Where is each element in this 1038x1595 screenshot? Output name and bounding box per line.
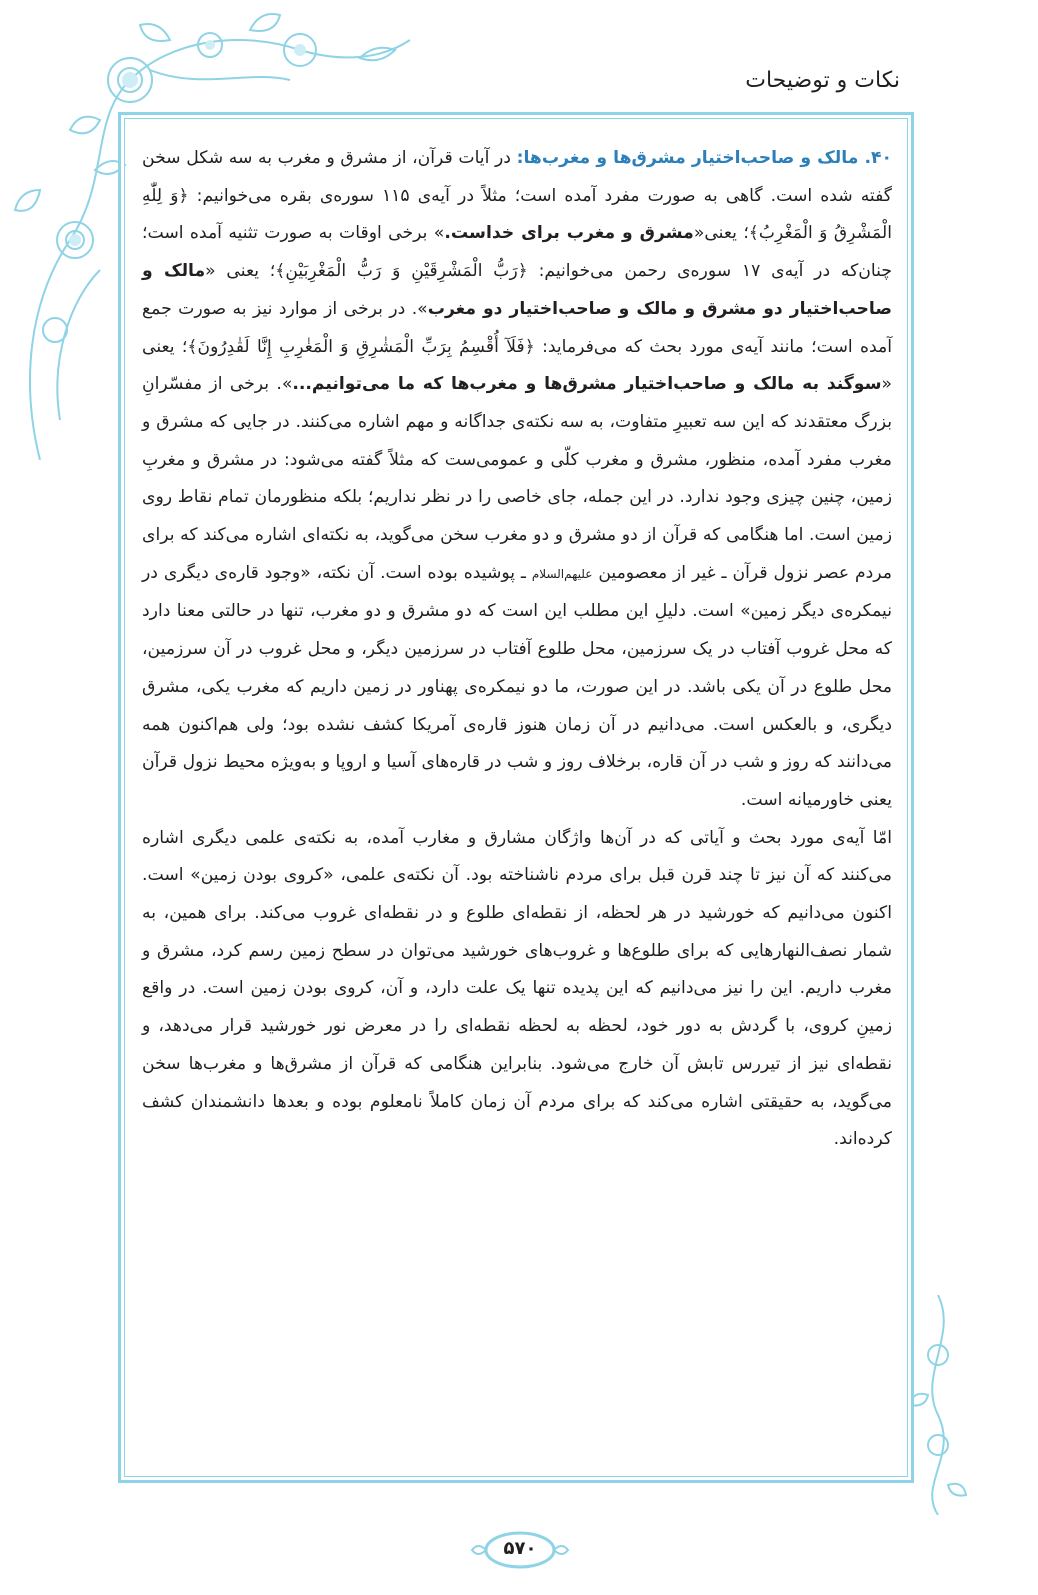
translation-bold: مالک و صاحب‌اختیار دو مشرق و مالک و صاحب‌اختیار دو مغرب (142, 261, 892, 319)
text-run: ». در برخی از موارد نیز به صورت جمع آمده است؛ مانند آیه‌ی مورد بحث که می‌فرماید: (142, 298, 893, 357)
page-number: ۵۷۰ (503, 1538, 537, 1559)
paragraph-2: امّا آیه‌ی مورد بحث و آیاتی که در آن‌ها واژگان مشارق و مغارب آمده، به نکته‌ی علمی دیگری اشاره می‌کنند که آن نیز تا چند قرن قبل برای مردم ناشناخته بود. آن نکته‌ی علمی، «کروی بودن زمین» است. اکنون می‌دانیم که خورشید در هر لحظه، از نقطه‌ای طلوع و در نقطه‌ای غروب می‌کند. برای همین، به شمار نصف‌النهارهایی که برای طلوع‌ها و غروب‌های خورشید می‌توان در سطح زمین رسم کرد، مشرق و مغرب داریم. این را نیز می‌دانیم که این پدیده تنها یک علت دارد، و آن، کروی بودن زمین است. در واقع زمینِ کروی، با گردش به دور خود، لحظه به لحظه نقطه‌ای را در معرض نور خورشید قرار می‌دهد، و نقطه‌ای نیز از تیررس تابش آن خارج می‌شود. بنابراین هنگامی که قرآن از مشرق‌ها و مغرب‌ها سخن می‌گوید، به حقیقتی اشاره می‌کند که برای مردم آن زمان کاملاً نامعلوم بوده و بعدها دانشمندان کشف کرده‌اند. (142, 827, 892, 1150)
text-run: ؛ یعنی« (693, 223, 749, 244)
running-title: نکات و توضیحات (745, 68, 900, 93)
text-run: ». برخی از مفسّرانِ بزرگ معتقدند که این سه تعبیرِ متفاوت، به سه نکته‌ی جداگانه و مهم اشاره می‌کنند. در جایی که مشرق و مغرب مفرد آمده، منظور، مشرق و مغرب کلّی و عمومی‌ست که مثلاً گفته می‌شود: در مشرق و مغربِ زمین، چنین چیزی وجود ندارد. در این جمله، جای خاصی را در نظر نداریم؛ بلکه منظورمان تمام نقاط روی زمین است. اما هنگامی که قرآن از دو مشرق و دو مغرب سخن می‌گوید، به نکته‌ای اشاره می‌کند که برای مردم عصر نزول قرآن ـ غیر از معصومین (142, 374, 892, 583)
floral-ornament-bottom-right (908, 1295, 968, 1515)
text-run: در آیات قرآن، از مشرق و مغرب به سه شکل سخن گفته شده است. گاهی به صورت مفرد آمده است؛ مثلاً در آیه‌ی ۱۱۵ سوره‌ی بقره می‌خوانیم: (142, 148, 892, 206)
quran-verse: ﴿فَلَآ أُقْسِمُ بِرَبِّ الْمَشٰرِقِ وَ الْمَغٰرِبِ إِنَّا لَقٰدِرُونَ﴾ (187, 336, 535, 357)
paragraph-1 (142, 140, 892, 820)
text-run: ؛ یعنی « (142, 336, 892, 395)
honorific-glyph: علیهم‌السلام (531, 566, 593, 581)
quran-verse: ﴿وَ لِلّٰهِ الْمَشْرِقُ وَ الْمَغْرِبُ﴾ (142, 185, 892, 244)
page-number-badge (470, 1525, 570, 1575)
main-text (142, 140, 892, 1159)
section-heading: ۴۰. مالک و صاحب‌اختیار مشرق‌ها و مغرب‌ها: (516, 148, 893, 168)
translation-bold: سوگند به مالک و صاحب‌اختیار مشرق‌ها و مغرب‌ها که ما می‌توانیم... (292, 374, 882, 395)
translation-bold: مشرق و مغرب برای خداست. (444, 223, 694, 244)
quran-verse: ﴿رَبُّ الْمَشْرِقَيْنِ وَ رَبُّ الْمَغْرِبَيْنِ﴾ (275, 261, 528, 282)
text-run: ـ پوشیده بوده است. آن نکته، «وجود قاره‌ی دیگری در نیمکره‌ی دیگر زمین» است. دلیلِ این مطلب این است که دو مشرق و دو مغرب، تنها در حالتی معنا دارد که محل غروب آفتاب در یک سرزمین، محل طلوع آفتاب در سرزمین دیگر، و محل غروب در آن سرزمین، محل طلوع در آن یکی باشد. در این صورت، ما دو نیمکره‌ی پهناور در زمین داریم که مغرب یکی، مشرق دیگری، و بالعکس است. می‌دانیم در آن زمان هنوز قاره‌ی آمریکا کشف نشده بود؛ ولی هم‌اکنون همه می‌دانند که روز و شب در آن قاره، برخلاف روز و شب در قاره‌های آسیا و اروپا و به‌ویژه محیط نزول قرآن یعنی خاورمیانه است. (142, 562, 892, 810)
text-run: ؛ یعنی « (205, 261, 276, 282)
text-run: » برخی اوقات به صورت تثنیه آمده است؛ چنان‌که در آیه‌ی ۱۷ سوره‌ی رحمن می‌خوانیم: (142, 223, 892, 282)
